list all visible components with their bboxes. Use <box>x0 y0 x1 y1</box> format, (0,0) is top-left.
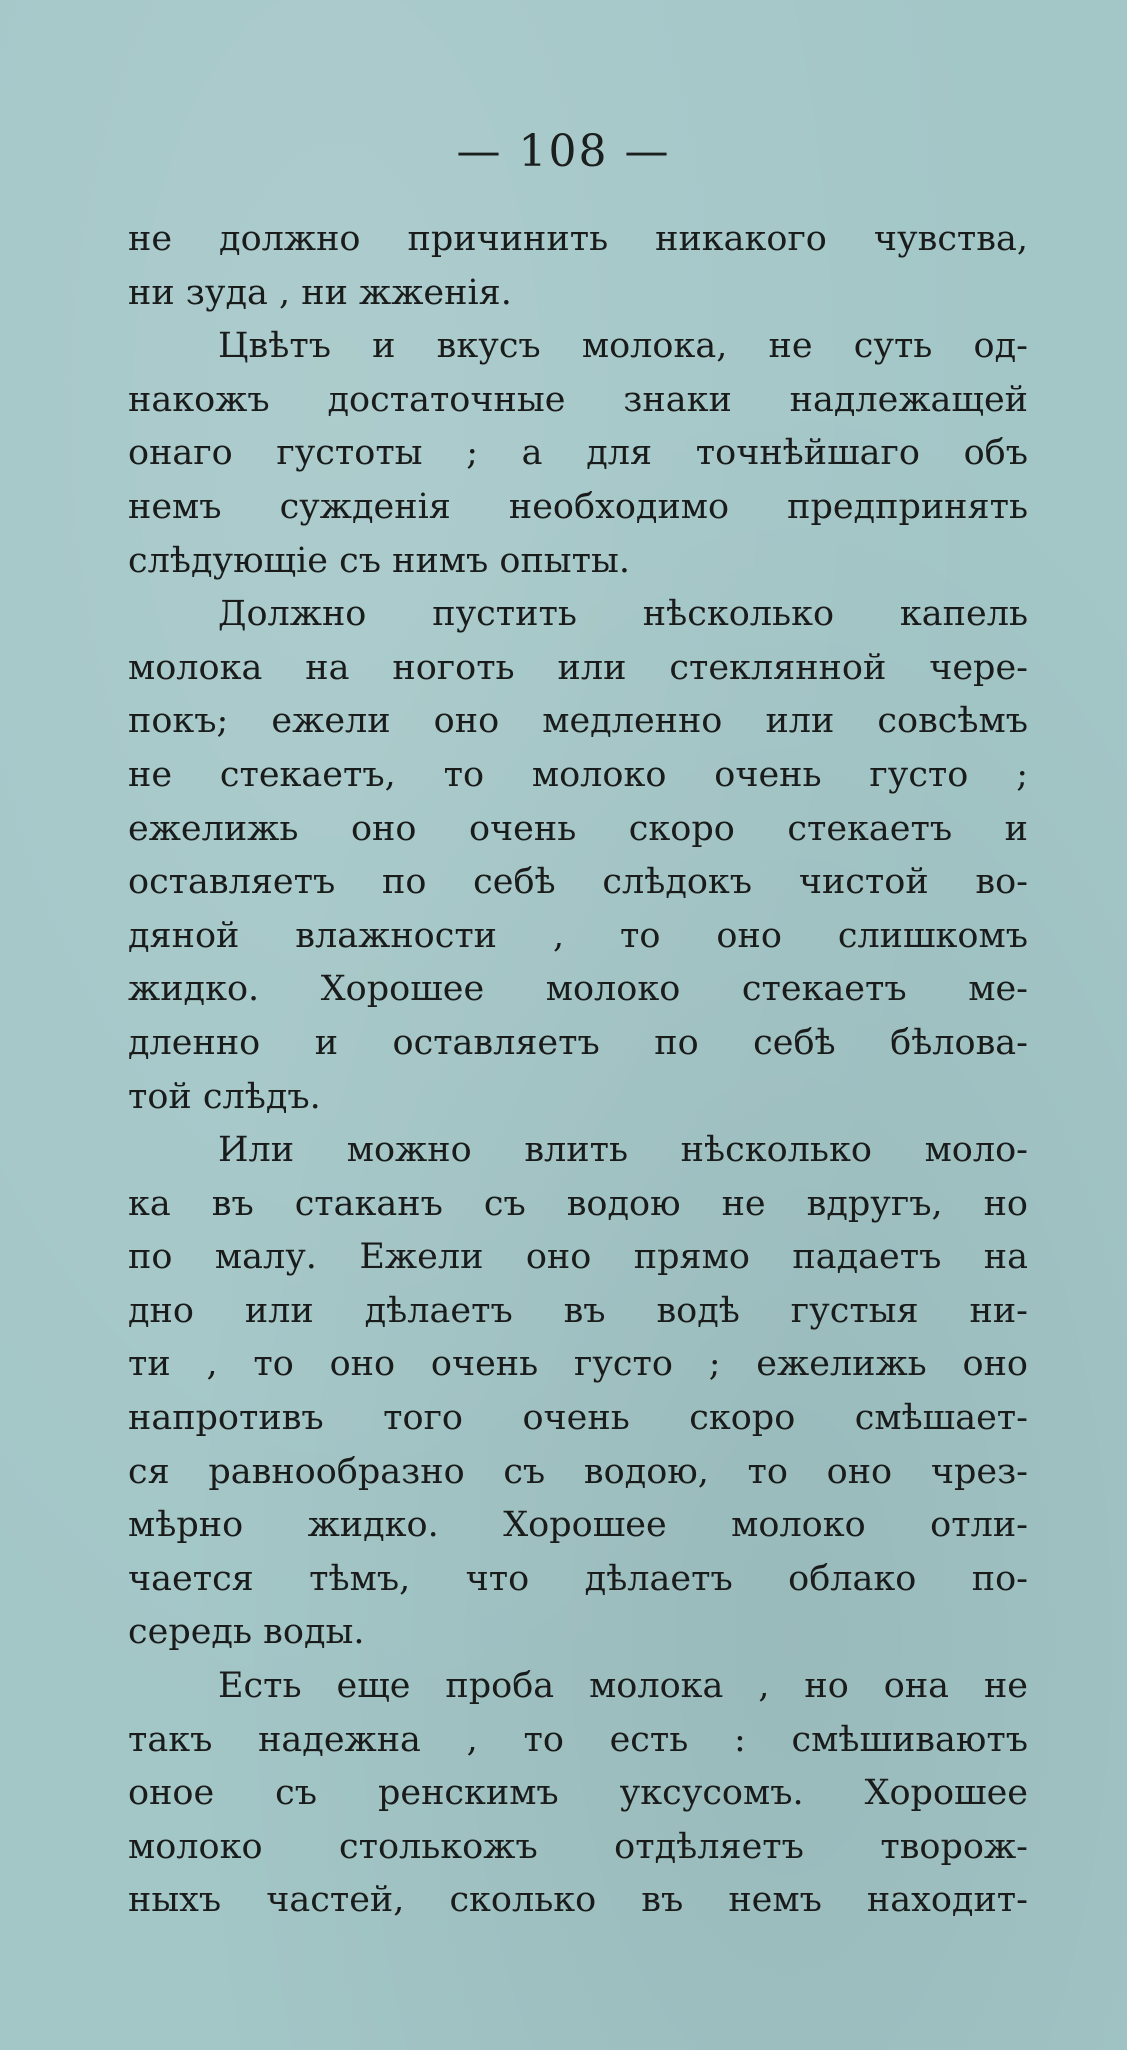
text-line: Есть еще проба молока , но она не <box>218 1666 1028 1707</box>
text-line: ни зуда , ни жженія. <box>128 272 512 313</box>
text-line: Должно пустить нѣсколько капель <box>218 594 1028 635</box>
text-line: молока на ноготь или стеклянной чере- <box>128 647 1028 688</box>
text-line: слѣдующіе съ нимъ опыты. <box>128 540 630 581</box>
text-line: немъ сужденія необходимо предпринять <box>128 486 1028 527</box>
text-line: напротивъ того очень скоро смѣшает- <box>128 1398 1028 1439</box>
text-line: онаго густоты ; а для точнѣйшаго объ <box>128 433 1028 474</box>
text-line: дяной влажности , то оно слишкомъ <box>128 915 1028 956</box>
text-line: накожъ достаточные знаки надлежащей <box>128 379 1028 420</box>
text-line: молоко столькожъ отдѣляетъ творож- <box>128 1826 1028 1867</box>
text-line: мѣрно жидко. Хорошее молоко отли- <box>128 1505 1028 1546</box>
text-line: ти , то оно очень густо ; ежелижь оно <box>128 1344 1028 1385</box>
paragraph-4 <box>128 1124 1028 1660</box>
text-line: оное съ ренскимъ уксусомъ. Хорошее <box>128 1773 1028 1814</box>
paragraph-3 <box>128 588 1028 1124</box>
paragraph-2 <box>128 320 1028 588</box>
text-line: дно или дѣлаетъ въ водѣ густыя ни- <box>128 1290 1028 1331</box>
text-line: такъ надежна , то есть : смѣшиваютъ <box>128 1719 1028 1760</box>
text-line: чается тѣмъ, что дѣлаетъ облако по- <box>128 1558 1028 1599</box>
text-line: ныхъ частей, сколько въ немъ находит- <box>128 1880 1028 1921</box>
text-line: ся равнообразно съ водою, то оно чрез- <box>128 1451 1028 1492</box>
text-line: Или можно влить нѣсколько моло- <box>218 1130 1028 1171</box>
paragraph-1 <box>128 213 1028 320</box>
text-line: ка въ стаканъ съ водою не вдругъ, но <box>128 1183 1028 1224</box>
text-line: Цвѣтъ и вкусъ молока, не суть од- <box>218 326 1028 367</box>
text-line: той слѣдъ. <box>128 1076 321 1117</box>
text-line: не стекаетъ, то молоко очень густо ; <box>128 754 1028 795</box>
text-line: середь воды. <box>128 1612 365 1653</box>
paragraph-5 <box>128 1660 1028 1928</box>
body-text <box>128 213 1028 1928</box>
text-line: не должно причинить никакого чувства, <box>128 219 1028 259</box>
text-line: покъ; ежели оно медленно или совсѣмъ <box>128 701 1028 742</box>
text-line: оставляетъ по себѣ слѣдокъ чистой во- <box>128 862 1028 903</box>
page-number: — 108 — <box>456 126 671 177</box>
text-line: дленно и оставляетъ по себѣ бѣлова- <box>128 1022 1028 1063</box>
text-line: по малу. Ежели оно прямо падаетъ на <box>128 1237 1028 1278</box>
text-line: ежелижь оно очень скоро стекаетъ и <box>128 808 1028 849</box>
text-line: жидко. Хорошее молоко стекаетъ ме- <box>128 969 1028 1010</box>
